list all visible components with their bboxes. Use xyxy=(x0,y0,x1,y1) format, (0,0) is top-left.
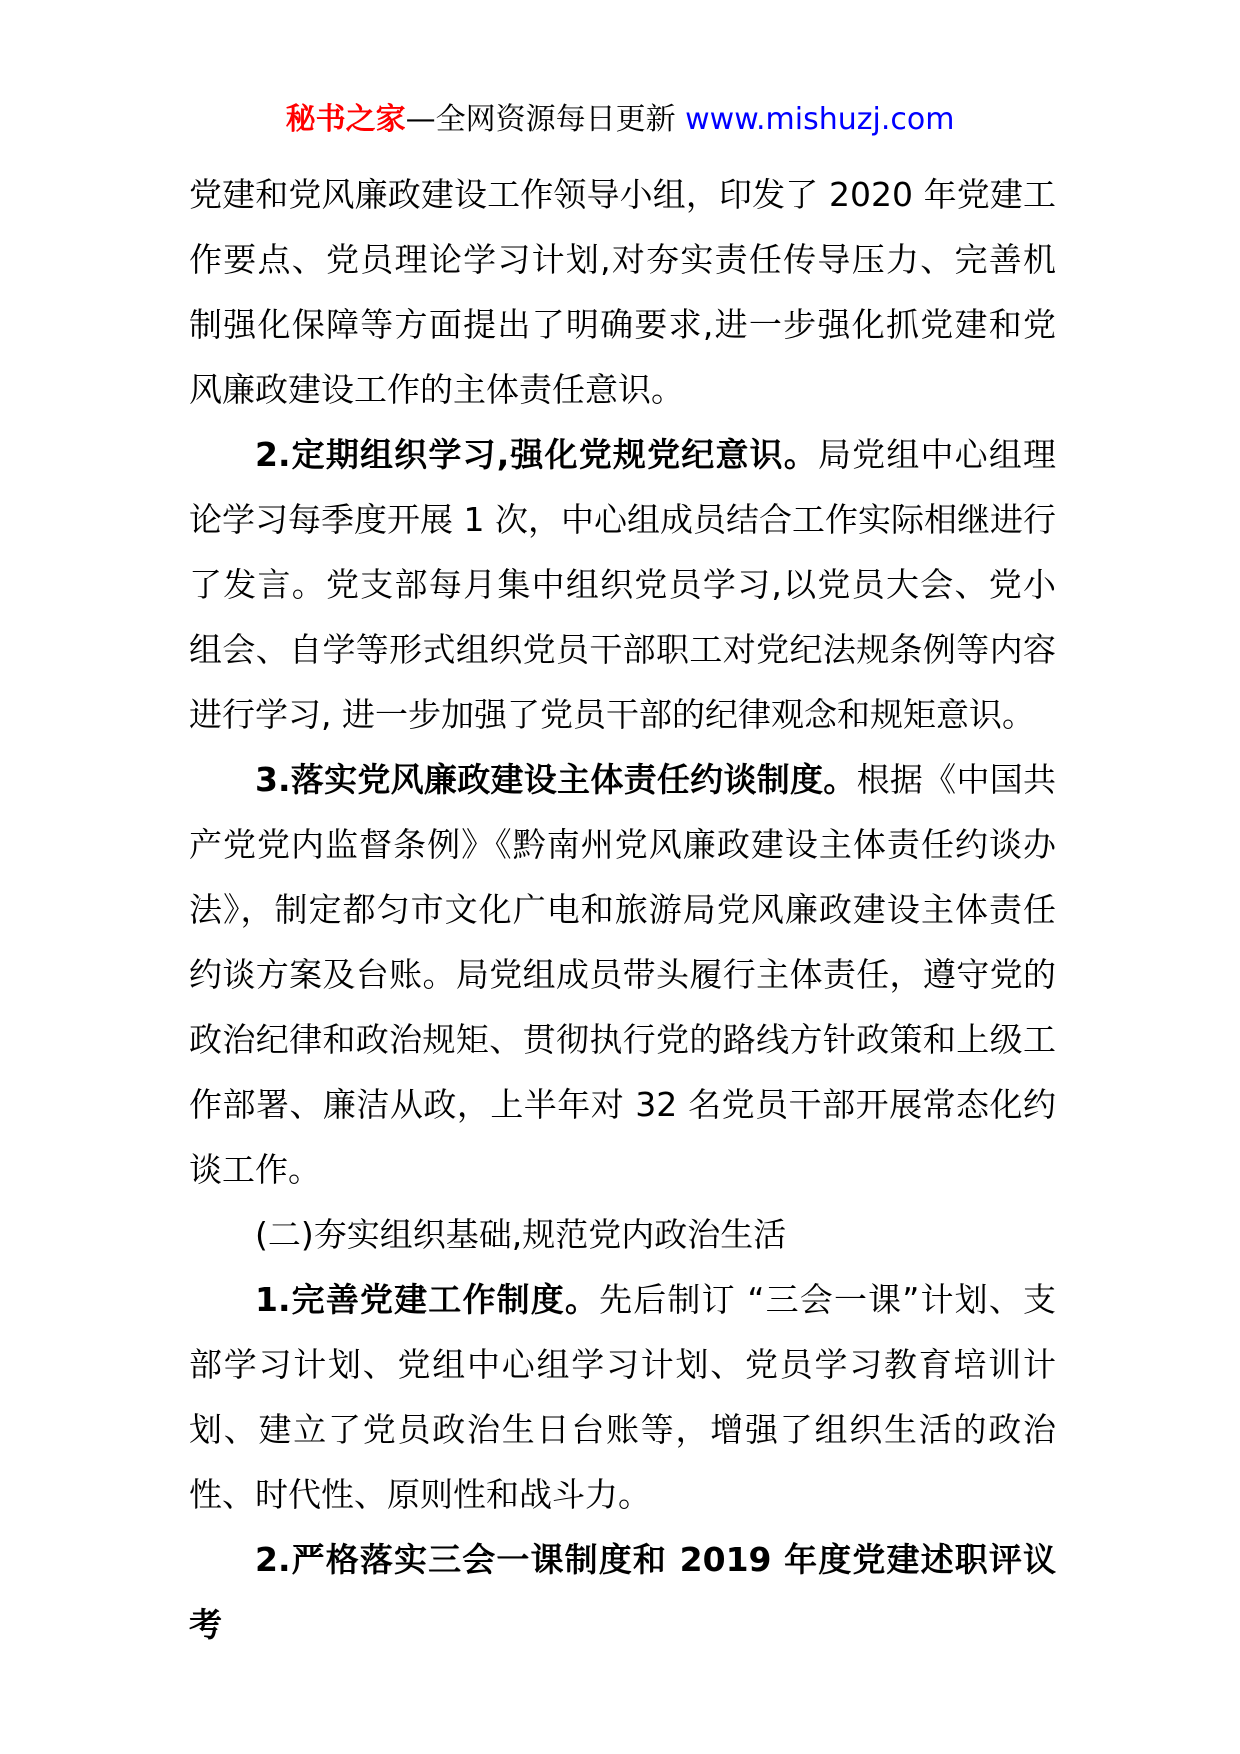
document-body xyxy=(189,162,1056,1657)
paragraph-text: 局党组中心组理论学习每季度开展 1 次，中心组成员结合工作实际相继进行了发言。党支部每月集中组织党员学习,以党员大会、党小组会、自学等形式组织党员干部职工对党纪法规条例等内容进行学习, 进一步加强了党员干部的纪律观念和规矩意识。 xyxy=(189,435,1056,734)
paragraph-text: 党建和党风廉政建设工作领导小组，印发了 2020 年党建工作要点、党员理论学习计划,对夯实责任传导压力、完善机制强化保障等方面提出了明确要求,进一步强化抓党建和党风廉政建设工作的主体责任意识。 xyxy=(189,175,1056,409)
paragraph-item-1 xyxy=(189,1267,1056,1527)
section-heading xyxy=(189,1202,1056,1267)
page-header xyxy=(0,100,1240,140)
paragraph-item-2b xyxy=(189,1527,1056,1657)
paragraph-heading: 3.落实党风廉政建设主体责任约谈制度。 xyxy=(255,760,857,799)
paragraph-continuation xyxy=(189,162,1056,422)
paragraph-item-2 xyxy=(189,422,1056,747)
paragraph-text: 先后制订 “三会一课”计划、支部学习计划、党组中心组学习计划、党员学习教育培训计划、建立了党员政治生日台账等，增强了组织生活的政治性、时代性、原则性和战斗力。 xyxy=(189,1280,1056,1514)
header-tagline: —全网资源每日更新 xyxy=(405,102,676,137)
paragraph-heading: 2.严格落实三会一课制度和 2019 年度党建述职评议考 xyxy=(189,1540,1056,1644)
paragraph-heading: 1.完善党建工作制度。 xyxy=(255,1280,600,1319)
paragraph-item-3 xyxy=(189,747,1056,1202)
paragraph-text: 根据《中国共产党党内监督条例》《黔南州党风廉政建设主体责任约谈办法》，制定都匀市文化广电和旅游局党风廉政建设主体责任约谈方案及台账。局党组成员带头履行主体责任，遵守党的政治纪律和政治规矩、贯彻执行党的路线方针政策和上级工作部署、廉洁从政，上半年对 32 名党员干部开展常态化约谈工作。 xyxy=(189,760,1057,1189)
header-url[interactable]: www.mishuzj.com xyxy=(685,102,955,137)
section-heading-text: (二)夯实组织基础,规范党内政治生活 xyxy=(255,1215,787,1254)
header-brand: 秘书之家 xyxy=(285,102,406,137)
paragraph-heading: 2.定期组织学习,强化党规党纪意识。 xyxy=(255,435,818,474)
